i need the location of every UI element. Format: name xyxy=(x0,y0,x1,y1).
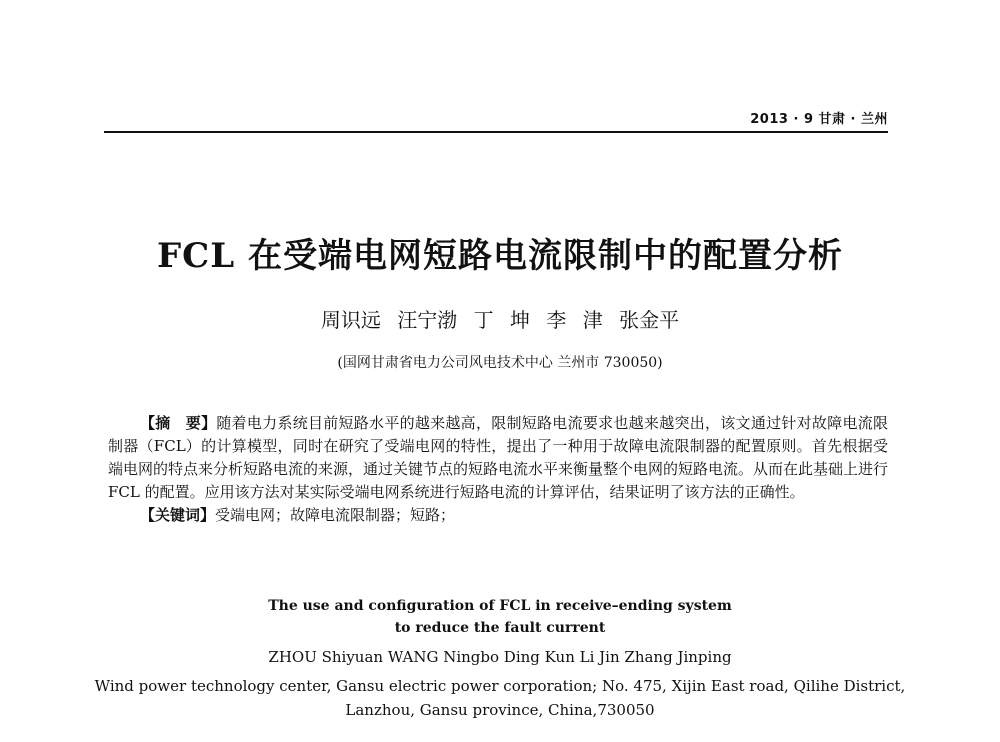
english-affiliation-line1: Wind power technology center, Gansu electric power corporation; No. 475, Xijin East road, Qilihe District, xyxy=(94,677,906,695)
english-title-line2: to reduce the fault current xyxy=(394,620,606,636)
affiliation-cn: (国网甘肃省电力公司风电技术中心 兰州市 730050) xyxy=(337,355,663,371)
authors-cn: 周识远 汪宁渤 丁 坤 李 津 张金平 xyxy=(320,308,680,332)
paper-title: FCL 在受端电网短路电流限制中的配置分析 xyxy=(157,236,843,276)
keywords-label: 【关键词】 xyxy=(140,506,216,524)
abstract-section xyxy=(108,412,888,527)
header-date-location: 2013 · 9 甘肃 · 兰州 xyxy=(750,112,888,127)
english-title xyxy=(0,595,1000,639)
abstract-text: 随着电力系统目前短路水平的越来越高，限制短路电流要求也越来越突出，该文通过针对故障电流限制器（FCL）的计算模型，同时在研究了受端电网的特性，提出了一种用于故障电流限制器的配置原则。首先根据受端电网的特点来分析短路电流的来源，通过关键节点的短路电流水平来衡量整个电网的短路电流。从而在此基础上进行 FCL 的配置。应用该方法对某实际受端电网系统进行短路电流的计算评估，结果证明了该方法的正确性。 xyxy=(108,414,889,501)
english-affiliation xyxy=(0,674,1000,722)
english-authors: ZHOU Shiyuan WANG Ningbo Ding Kun Li Jin Zhang Jinping xyxy=(268,648,732,666)
abstract-paragraph xyxy=(108,412,888,504)
header-rule xyxy=(104,131,888,133)
keywords-line xyxy=(108,504,888,527)
abstract-label: 【摘 要】 xyxy=(140,414,217,432)
english-title-line1: The use and configuration of FCL in receive–ending system xyxy=(268,598,732,614)
english-affiliation-line2: Lanzhou, Gansu province, China,730050 xyxy=(345,701,655,719)
page-header xyxy=(104,108,888,133)
keywords-text: 受端电网；故障电流限制器；短路； xyxy=(215,506,456,524)
